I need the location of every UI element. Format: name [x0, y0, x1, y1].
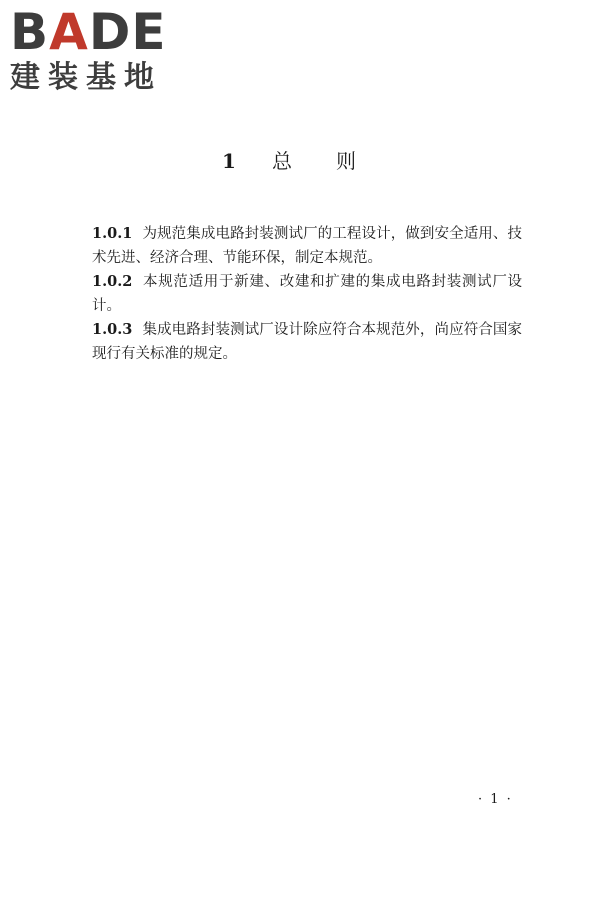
page-number: · 1 · — [478, 792, 513, 807]
chapter-title-part1: 总 — [271, 149, 292, 173]
logo-letters-de: DE — [88, 3, 167, 61]
clause-1-0-2 — [92, 270, 522, 318]
chapter-title — [0, 147, 600, 175]
bade-logo — [8, 4, 178, 94]
clause-number: 1.0.1 — [92, 225, 133, 242]
logo-letter-b: B — [10, 3, 50, 61]
clause-text: 为规范集成电路封装测试厂的工程设计，做到安全适用、技术先进、经济合理、节能环保，制定本规范。 — [92, 226, 522, 266]
clause-1-0-3 — [92, 318, 522, 366]
chapter-title-part2: 则 — [335, 149, 356, 173]
clause-number: 1.0.3 — [92, 321, 133, 338]
logo-wordmark — [10, 4, 167, 60]
clause-text: 本规范适用于新建、改建和扩建的集成电路封装测试厂设计。 — [92, 274, 522, 314]
logo-subtitle: 建装基地 — [10, 60, 162, 95]
clause-number: 1.0.2 — [92, 273, 133, 290]
clause-list — [92, 222, 522, 366]
logo-letter-a: A — [49, 3, 89, 61]
clause-text: 集成电路封装测试厂设计除应符合本规范外，尚应符合国家现行有关标准的规定。 — [92, 322, 522, 362]
chapter-number: 1 — [222, 149, 236, 173]
clause-1-0-1 — [92, 222, 522, 270]
